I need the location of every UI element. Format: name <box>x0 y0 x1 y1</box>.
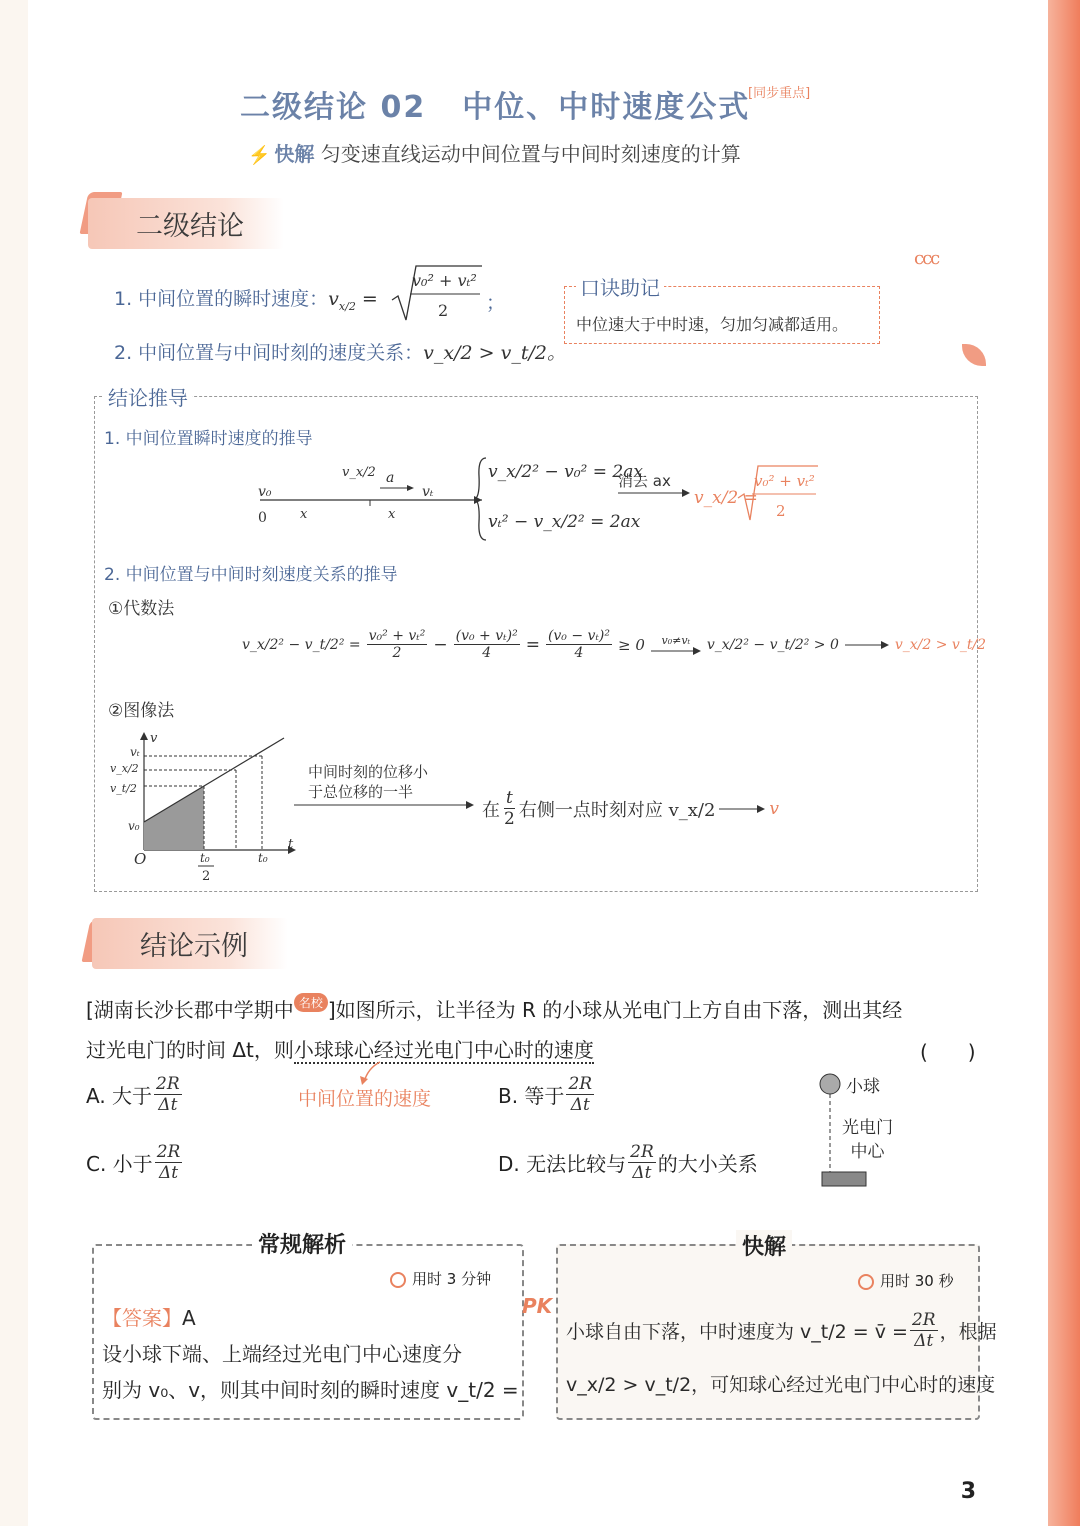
graph-vt: vₜ <box>130 745 140 759</box>
option-a[interactable] <box>86 1074 182 1115</box>
alg-frac-3: $\frac{\text{(v₀ − vₜ)²}}{4}$ <box>547 628 610 661</box>
answer-label: 【答案】 <box>102 1306 182 1330</box>
quick-solution-line-2: v_x/2 > v_t/2，可知球心经过光电门中心时的速度 <box>566 1374 996 1396</box>
item1-numerator: v₀² + vₜ² <box>412 271 477 290</box>
graph-note-line-1: 中间时刻的位移小 <box>308 763 429 781</box>
option-d[interactable] <box>498 1142 758 1183</box>
subtitle-text: 匀变速直线运动中间位置与中间时刻速度的计算 <box>320 142 741 166</box>
system-eq-2: vₜ² − v_x/2² = 2ax <box>488 512 641 532</box>
derivation-heading-2: 2. 中间位置与中间时刻速度关系的推导 <box>104 565 398 585</box>
mnemonic-text: 中位速大于中时速，匀加匀减都适用。 <box>576 315 849 334</box>
famous-school-badge: 名校 <box>294 993 328 1012</box>
graph-t0half-den: 2 <box>202 869 211 884</box>
figure-gate-line-1: 光电门 <box>842 1118 893 1138</box>
quick-solution-title: 快解 <box>736 1230 792 1261</box>
segment-diagram <box>250 460 490 530</box>
title-code: 二级结论 02 <box>240 90 427 125</box>
diagram-v0: v₀ <box>258 484 272 500</box>
mnemonic-title: 口诀助记 <box>576 272 664 301</box>
graph-t0half-num: t₀ <box>200 851 210 865</box>
section-banner-example: 结论示例 <box>92 918 288 969</box>
page-title <box>240 82 750 126</box>
title-text: 中位、中时速度公式 <box>462 90 751 125</box>
quick-line-1-post: ，根据 <box>939 1321 997 1343</box>
alg-then: v_x/2² − v_t/2² > 0 <box>706 636 839 653</box>
graph-t0: t₀ <box>258 851 268 865</box>
eliminate-label: 消去 ax <box>618 472 671 490</box>
quick-line-1-pre: 小球自由下落，中时速度为 v_t/2 = v̄ = <box>566 1321 908 1343</box>
right-color-band <box>1048 0 1080 1526</box>
alg-arrow-2 <box>845 641 889 649</box>
question-text-2: 过光电门的时间 Δt，则 <box>86 1038 294 1062</box>
item1-lhs: v <box>328 288 339 310</box>
page-number: 3 <box>960 1479 976 1504</box>
example-source: [湖南长沙长郡中学期中 <box>86 998 294 1022</box>
graph-conclusion-post: 右侧一点时刻对应 v_x/2 <box>518 799 716 821</box>
item1-label: 1. 中间位置的瞬时速度： <box>114 288 329 310</box>
alg-cond-arrow <box>651 634 701 655</box>
diagram-vmid: v_x/2 <box>342 465 376 480</box>
graph-final: v <box>769 798 780 819</box>
alg-frac-2: $\frac{\text{(v₀ + vₜ)²}}{4}$ <box>455 628 518 661</box>
item2-label: 2. 中间位置与中间时刻的速度关系： <box>114 342 424 364</box>
conclusion-item-2 <box>114 338 566 365</box>
hint-pointer-icon <box>354 1060 384 1086</box>
quick-solution-line-1 <box>566 1310 997 1351</box>
question-key-phrase: 小球球心经过光电门中心时的速度 <box>293 1038 594 1062</box>
graph-origin: O <box>134 850 147 868</box>
regular-solution-line-2: 别为 v₀、v，则其中间时刻的瞬时速度 v_t/2 = <box>102 1378 519 1402</box>
regular-solution-line-1: 设小球下端、上端经过光电门中心速度分 <box>102 1342 462 1366</box>
item1-sqrt-formula <box>388 262 488 326</box>
clock-icon <box>390 1272 406 1288</box>
option-a-label: A. 大于 <box>86 1084 153 1108</box>
option-c-frac: $\frac{2R}{\Delta t}$ <box>156 1142 181 1183</box>
graph-v0: v₀ <box>128 819 140 833</box>
kuaijie-label: 快解 <box>274 142 315 166</box>
answer-value: A <box>182 1306 196 1330</box>
figure-gate-line-2: 中心 <box>850 1142 885 1162</box>
option-d-label: D. 无法比较与 <box>498 1152 627 1176</box>
clock-icon <box>858 1274 874 1290</box>
diagram-zero: 0 <box>258 510 267 526</box>
alg-frac-1: $\frac{\text{v₀² + vₜ²}}{2}$ <box>368 628 426 661</box>
method-graph: ②图像法 <box>108 701 175 721</box>
item1-semicolon: ； <box>486 292 506 314</box>
system-brace <box>474 456 488 542</box>
velocity-time-graph <box>104 726 304 886</box>
option-c[interactable] <box>86 1142 182 1183</box>
diagram-a: a <box>386 470 395 486</box>
option-b-label: B. 等于 <box>498 1084 565 1108</box>
graph-note-line-2: 于总位移的一半 <box>308 783 414 801</box>
question-text-1: ]如图所示，让半径为 R 的小球从光电门上方自由下落，测出其经 <box>327 998 903 1022</box>
item2-formula: v_x/2 > v_t/2。 <box>423 342 566 364</box>
graph-note <box>308 762 428 802</box>
option-b-frac: $\frac{2R}{\Delta t}$ <box>568 1074 593 1115</box>
item1-denominator: 2 <box>438 301 449 320</box>
quick-line-1-frac: $\frac{2R}{\Delta t}$ <box>911 1310 936 1351</box>
option-c-label: C. 小于 <box>86 1152 153 1176</box>
alg-lhs: v_x/2² − v_t/2² = <box>242 636 361 653</box>
graph-conclusion-frac: $\frac{t}{2}$ <box>504 788 515 829</box>
section-banner-conclusion: 二级结论 <box>88 198 284 249</box>
algebra-chain <box>242 628 986 661</box>
pk-badge: PK <box>522 1294 553 1318</box>
graph-note-arrow <box>294 800 476 810</box>
alg-minus: − <box>433 634 448 655</box>
example-question-line-1 <box>86 994 996 1023</box>
example-question-line-2 <box>86 1034 594 1063</box>
option-a-frac: $\frac{2R}{\Delta t}$ <box>156 1074 180 1115</box>
quick-timer: 用时 30 秒 <box>858 1270 954 1291</box>
result-numerator: v₀² + vₜ² <box>754 472 815 490</box>
answer-line <box>102 1302 196 1331</box>
result-lhs: v_x/2 = <box>694 488 758 508</box>
figure-ball-label: 小球 <box>846 1077 880 1097</box>
diagram-vt: vₜ <box>422 484 434 500</box>
lightning-icon: ⚡ <box>248 145 271 166</box>
conclusion-item-1: 1. 中间位置的瞬时速度：$v_{x/2}$ = <box>114 288 378 313</box>
option-d-frac: $\frac{2R}{\Delta t}$ <box>630 1142 654 1183</box>
graph-vt2: v_t/2 <box>110 782 137 795</box>
regular-timer: 用时 3 分钟 <box>390 1268 491 1289</box>
decoration-ccc: ccc <box>914 248 939 269</box>
diagram-x1: x <box>300 507 308 522</box>
handwritten-hint: 中间位置的速度 <box>298 1088 432 1110</box>
graph-conclusion-arrow <box>719 804 765 814</box>
page-subtitle <box>248 138 741 167</box>
option-d-post: 的大小关系 <box>657 1152 758 1176</box>
result-sqrt-formula <box>736 462 822 524</box>
diagram-x2: x <box>388 507 396 522</box>
method-algebra: ①代数法 <box>108 599 175 619</box>
derivation-label: 结论推导 <box>104 382 192 411</box>
result-denominator: 2 <box>776 502 786 520</box>
graph-t-axis: t <box>288 837 294 852</box>
graph-vx2: v_x/2 <box>110 762 139 775</box>
eliminate-arrow <box>618 488 692 498</box>
figure-gate-label <box>842 1116 893 1164</box>
derivation-heading-1: 1. 中间位置瞬时速度的推导 <box>104 429 313 449</box>
graph-v-axis: v <box>150 731 158 746</box>
alg-result: v_x/2 > v_t/2 <box>894 636 987 653</box>
graph-conclusion-pre: 在 <box>482 799 500 821</box>
alg-condition: v₀≠vₜ <box>661 634 691 647</box>
system-eq-1: v_x/2² − v₀² = 2ax <box>488 462 643 482</box>
alg-ge-zero: ≥ 0 <box>618 635 645 654</box>
sync-key-tag: [同步重点] <box>748 86 811 101</box>
answer-paren: ( ) <box>920 1040 976 1064</box>
alg-equals: = <box>525 634 540 655</box>
option-b[interactable] <box>498 1074 594 1115</box>
graph-conclusion <box>482 788 779 829</box>
regular-solution-title: 常规解析 <box>252 1228 352 1259</box>
